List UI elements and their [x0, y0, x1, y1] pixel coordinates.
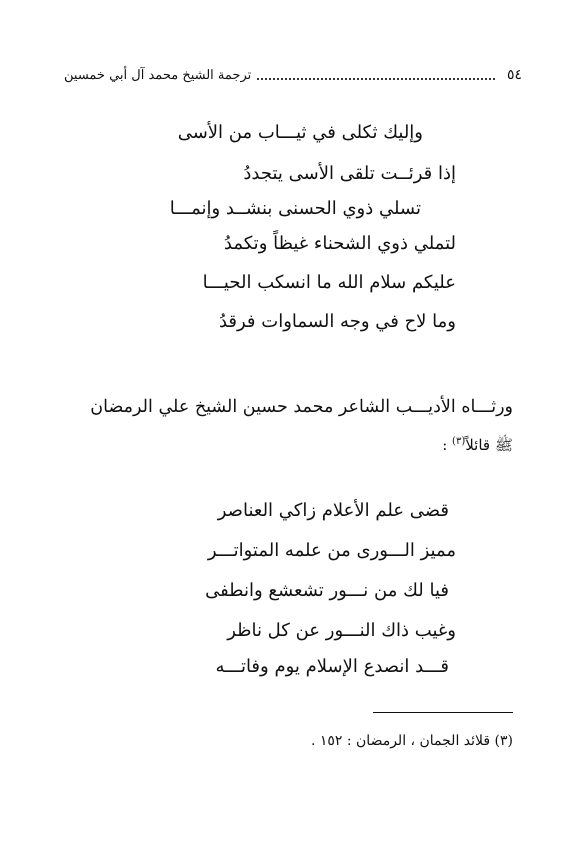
poem-1-line: لتملي ذوي الشحناء غيظاً وتكمدُ: [223, 233, 456, 254]
running-header: [64, 64, 522, 86]
running-title: ترجمة الشيخ محمد آل أبي خمسين: [64, 67, 252, 83]
prose-line-2-end: :: [442, 436, 453, 454]
prose-line-2: [442, 436, 513, 458]
prose-line-2-text: ﷺ قائلاً: [465, 436, 513, 454]
poem-1-line: وإليك ثكلى في ثيـــاب من الأسى: [177, 122, 423, 143]
poem-1-line: تسلي ذوي الحسنى بنشــد وإنمـــا: [169, 198, 421, 219]
footnote-reference[interactable]: (٣): [452, 436, 466, 447]
poem-2-line: قضى علم الأعلام زاكي العناصر: [217, 500, 449, 521]
poem-1-line: عليكم سلام الله ما انسكب الحيـــا: [202, 272, 456, 293]
footnote: (٣) قلائد الجمان ، الرمضان : ١٥٢ .: [310, 733, 513, 749]
footnote-separator: [373, 712, 513, 713]
poem-2-line: فيا لك من نـــور تشعشع وانطفى: [205, 580, 449, 601]
header-dot-leader: [257, 78, 495, 80]
poem-2-line: وغيب ذاك النـــور عن كل ناظر: [227, 620, 456, 641]
page-number: ٥٤: [506, 67, 522, 83]
poem-2-line: قـــد انصدع الإسلام يوم وفاتـــه: [215, 656, 449, 677]
prose-line: ورثـــاه الأديـــب الشاعر محمد حسين الشيخ علي الرمضان: [90, 397, 513, 417]
poem-1-line: إذا قرئــت تلقى الأسى يتجددُ: [243, 163, 456, 184]
poem-1-line: وما لاح في وجه السماوات فرقدُ: [218, 311, 456, 332]
poem-2-line: مميز الـــورى من علمه المتواتـــر: [207, 540, 456, 561]
